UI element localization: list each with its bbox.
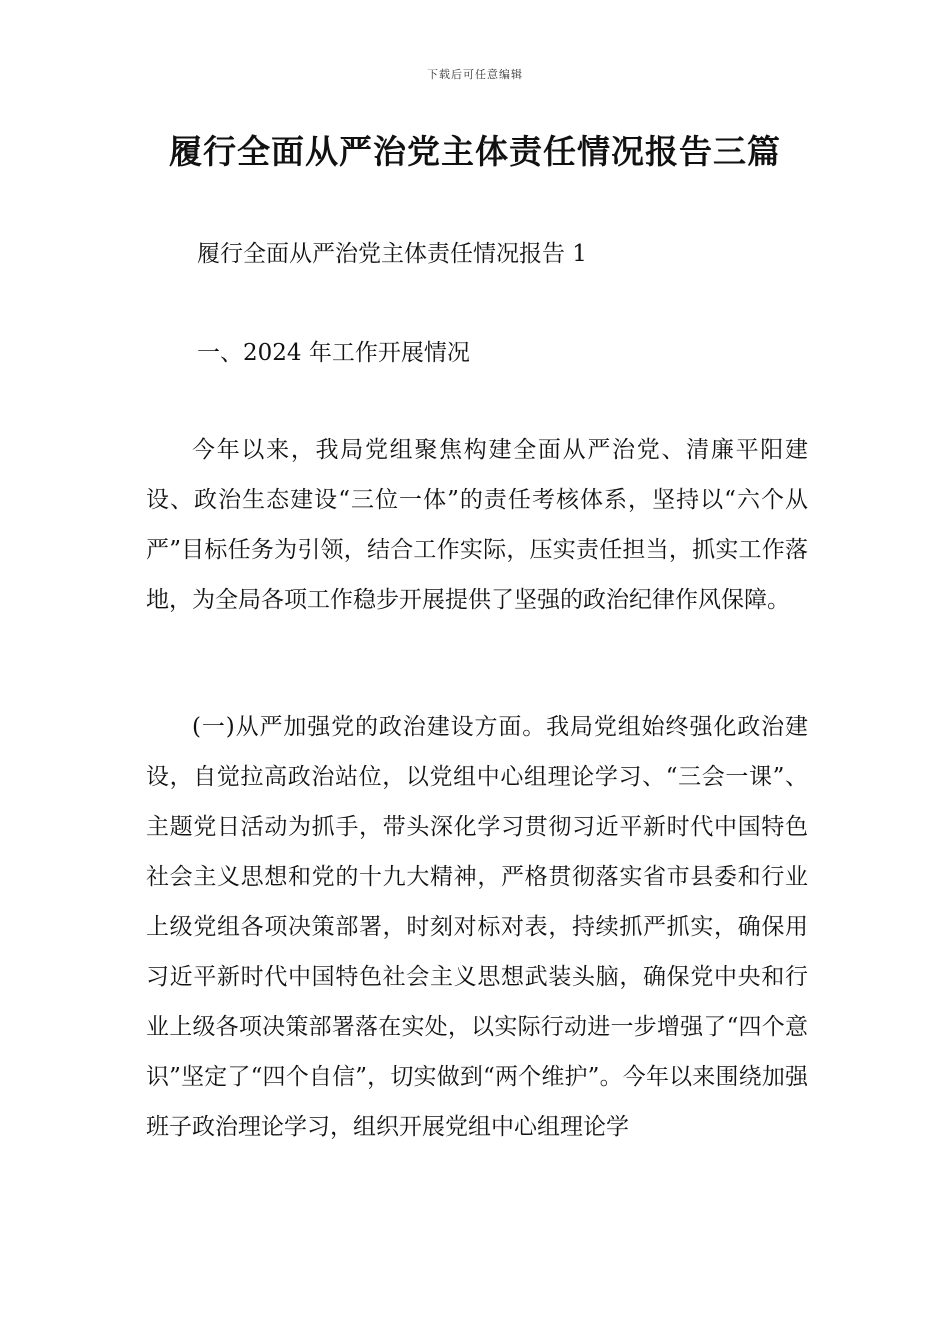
body-paragraph: (一)从严加强党的政治建设方面。我局党组始终强化政治建设，自觉拉高政治站位，以党组中心组理论学习、“三会一课”、主题党日活动为抓手，带头深化学习贯彻习近平新时代中国特色社会主义思想和党的十九大精神，严格贯彻落实省市县委和行业上级党组各项决策部署，时刻对标对表，持续抓严抓实，确保用习近平新时代中国特色社会主义思想武装头脑，确保党中央和行业上级各项决策部署落在实处，以实际行动进一步增强了“四个意识”坚定了“四个自信”，切实做到“两个维护”。今年以来围绕加强班子政治理论学习，组织开展党组中心组理论学	[146, 714, 808, 1140]
section-heading: 一、2024 年工作开展情况	[197, 340, 470, 366]
document-title: 履行全面从严治党主体责任情况报告三篇	[169, 132, 781, 171]
header-note: 下载后可任意编辑	[427, 68, 523, 81]
report-title: 履行全面从严治党主体责任情况报告 1	[197, 241, 587, 267]
body-paragraph: 今年以来，我局党组聚焦构建全面从严治党、清廉平阳建设、政治生态建设“三位一体”的责任考核体系，坚持以“六个从严”目标任务为引领，结合工作实际，压实责任担当，抓实工作落地，为全局各项工作稳步开展提供了坚强的政治纪律作风保障。	[146, 437, 808, 613]
